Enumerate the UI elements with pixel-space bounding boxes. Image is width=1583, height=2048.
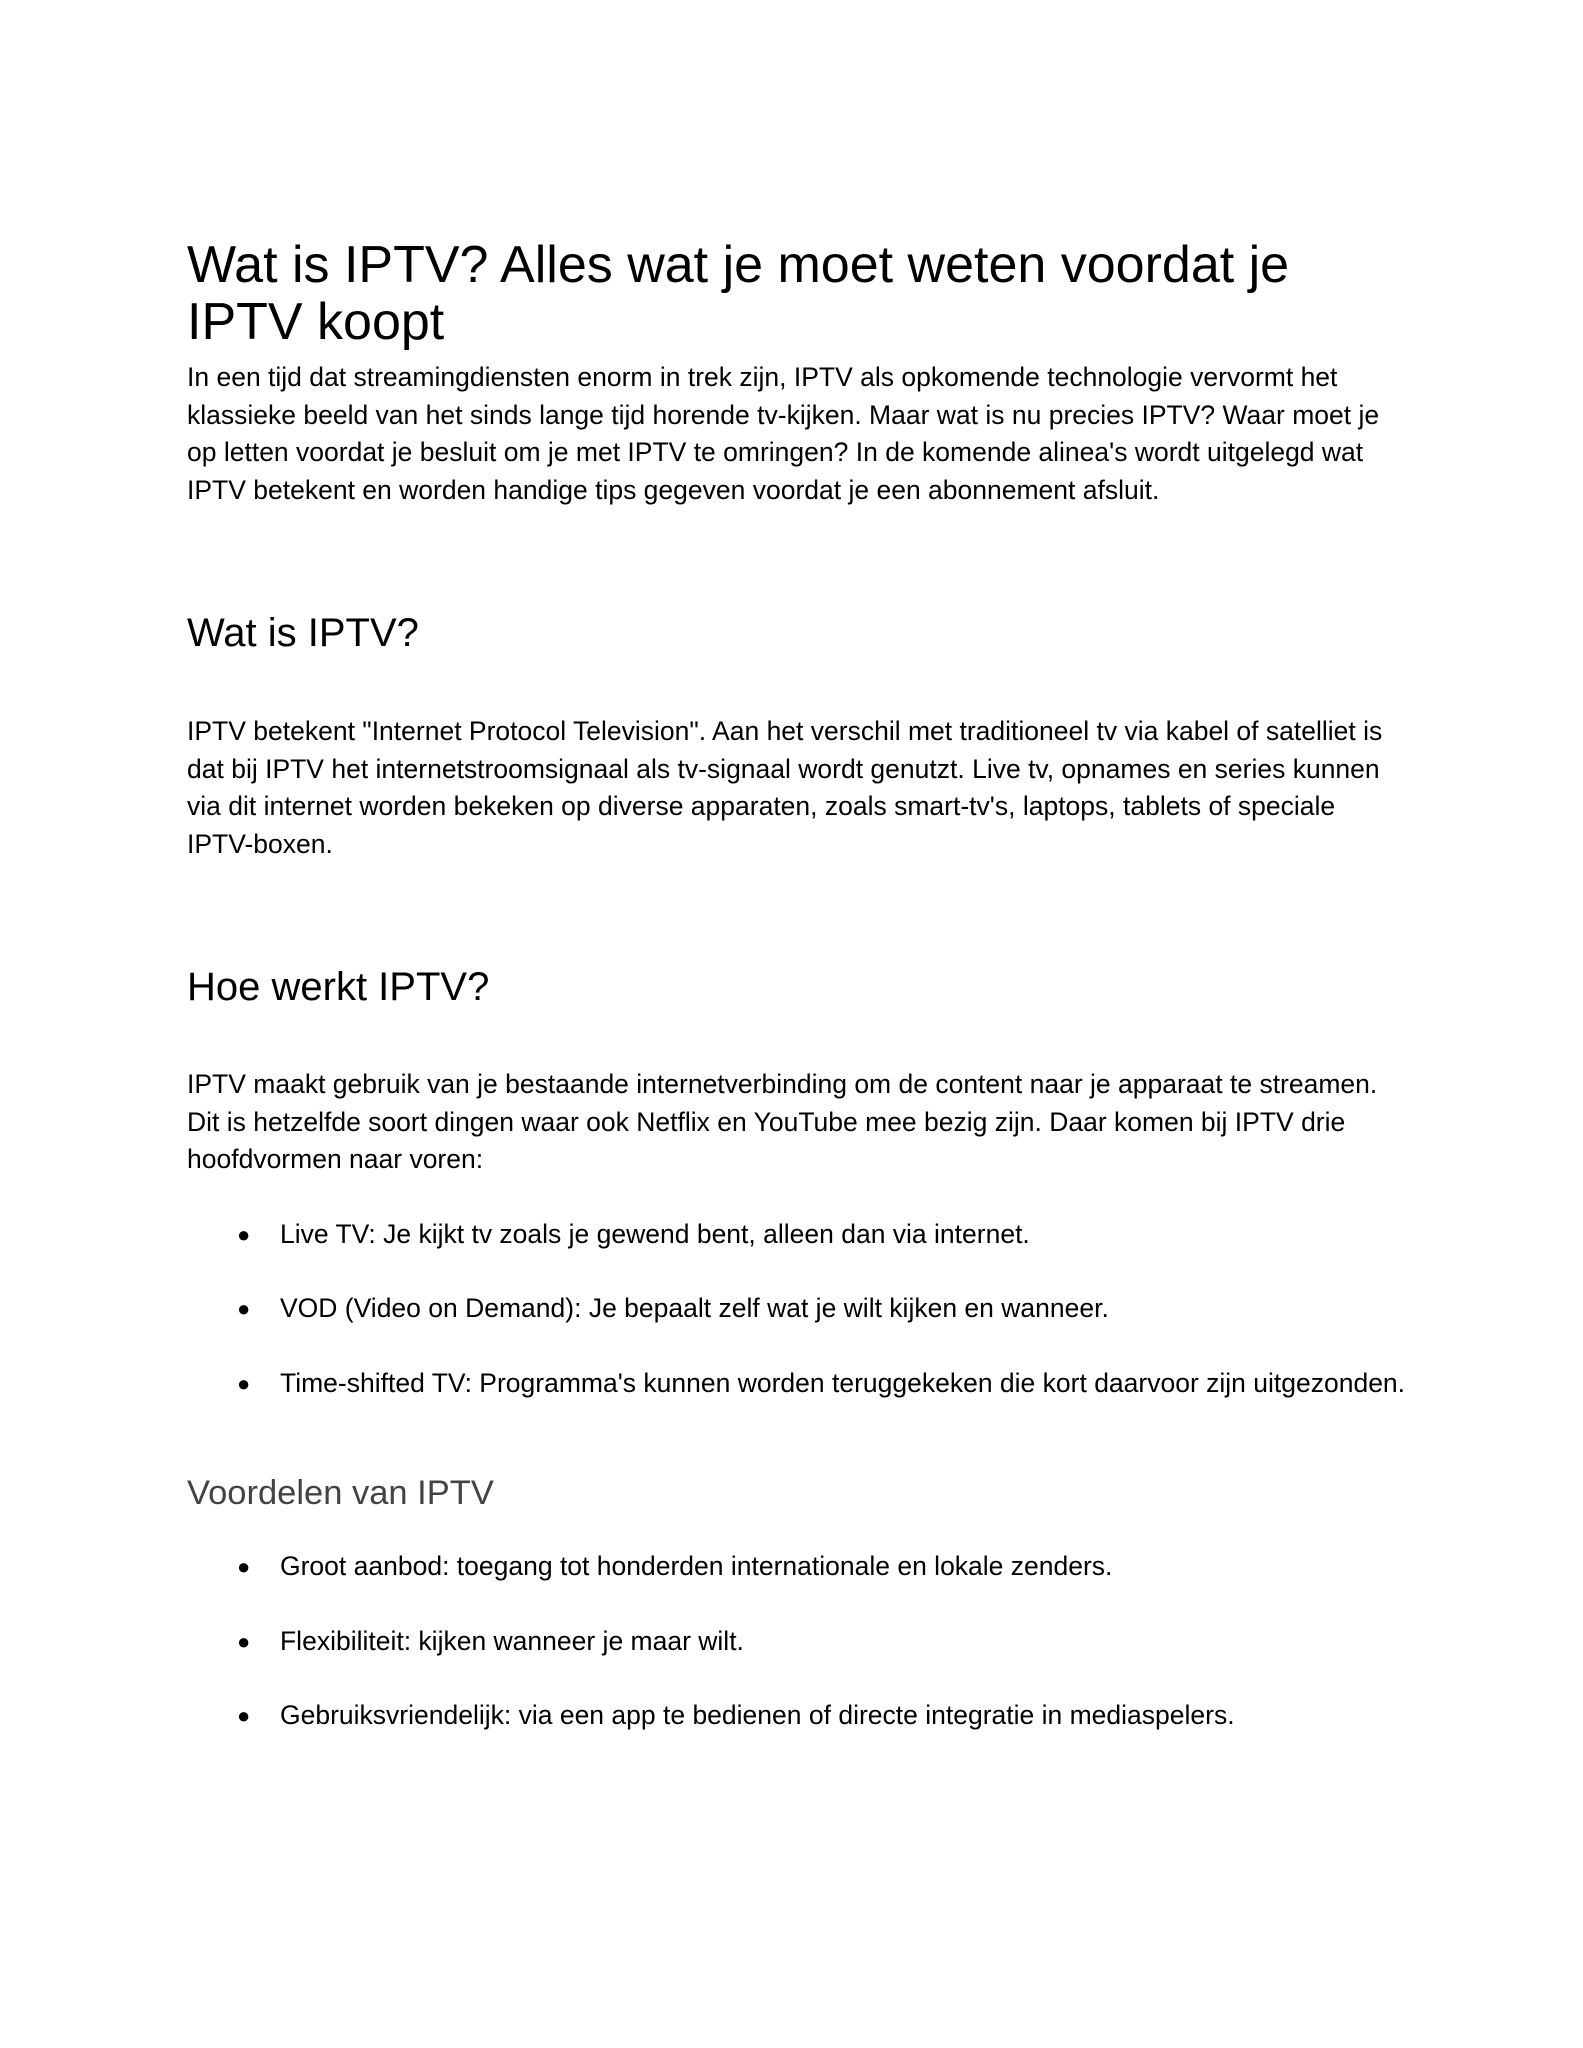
document-page bbox=[187, 237, 1407, 1772]
list-item bbox=[187, 1365, 1407, 1403]
bullet-icon: ● bbox=[237, 1554, 251, 1579]
list-item-text: VOD (Video on Demand): Je bepaalt zelf wat je wilt kijken en wanneer. bbox=[280, 1293, 1109, 1323]
list-item-text: Flexibiliteit: kijken wanneer je maar wilt. bbox=[280, 1625, 744, 1656]
intro-paragraph: In een tijd dat streamingdiensten enorm in trek zijn, IPTV als opkomende technologie vervormt het klassieke beeld van het sinds lange tijd horende tv-kijken. Maar wat is nu precies IPTV? Waar moet je op letten voordat je besluit om je met IPTV te omringen? In de komende alinea's wordt uitgelegd wat IPTV betekent en worden handige tips gegeven voordat je een abonnement afsluit. bbox=[187, 362, 1380, 505]
bullet-list-voordelen bbox=[187, 1548, 1407, 1735]
list-item-text: Gebruiksvriendelijk: via een app te bedienen of directe integratie in mediaspelers. bbox=[280, 1700, 1235, 1730]
bullet-list-hoe-werkt-iptv bbox=[187, 1216, 1407, 1403]
section-paragraph-wat-is-iptv: IPTV betekent "Internet Protocol Television". Aan het verschil met traditioneel tv via kabel of satelliet is dat bij IPTV het internetstroomsignaal als tv-signaal wordt genutzt. Live tv, opnames en series kunnen via dit internet worden bekeken op diverse apparaten, zoals smart-tv's, laptops, tablets of speciale IPTV-boxen. bbox=[187, 716, 1383, 859]
bullet-icon: ● bbox=[237, 1370, 251, 1396]
list-item bbox=[187, 1290, 1407, 1328]
bullet-icon: ● bbox=[237, 1703, 251, 1728]
document-title: Wat is IPTV? Alles wat je moet weten voordat je IPTV koopt bbox=[187, 236, 1290, 351]
section-heading-wat-is-iptv: Wat is IPTV? bbox=[187, 611, 419, 655]
list-item bbox=[187, 1697, 1407, 1735]
list-item bbox=[187, 1623, 1407, 1661]
bullet-icon: ● bbox=[237, 1296, 251, 1321]
list-item-text: Live TV: Je kijkt tv zoals je gewend bent, alleen dan via internet. bbox=[280, 1218, 1030, 1249]
section-heading-hoe-werkt-iptv: Hoe werkt IPTV? bbox=[187, 965, 490, 1009]
list-item bbox=[187, 1548, 1407, 1586]
list-item bbox=[187, 1216, 1407, 1254]
bullet-icon: ● bbox=[237, 1628, 251, 1654]
list-item-text: Groot aanbod: toegang tot honderden internationale en lokale zenders. bbox=[280, 1551, 1113, 1581]
bullet-icon: ● bbox=[237, 1221, 251, 1247]
section-paragraph-hoe-werkt-iptv: IPTV maakt gebruik van je bestaande internetverbinding om de content naar je apparaat te streamen. Dit is hetzelfde soort dingen waar ook Netflix en YouTube mee bezig zijn. Daar komen bij IPTV drie hoofdvormen naar voren: bbox=[187, 1069, 1378, 1174]
list-item-text: Time-shifted TV: Programma's kunnen worden teruggekeken die kort daarvoor zijn uitgezonden. bbox=[280, 1367, 1406, 1398]
section-heading-voordelen-van-iptv: Voordelen van IPTV bbox=[187, 1474, 494, 1512]
